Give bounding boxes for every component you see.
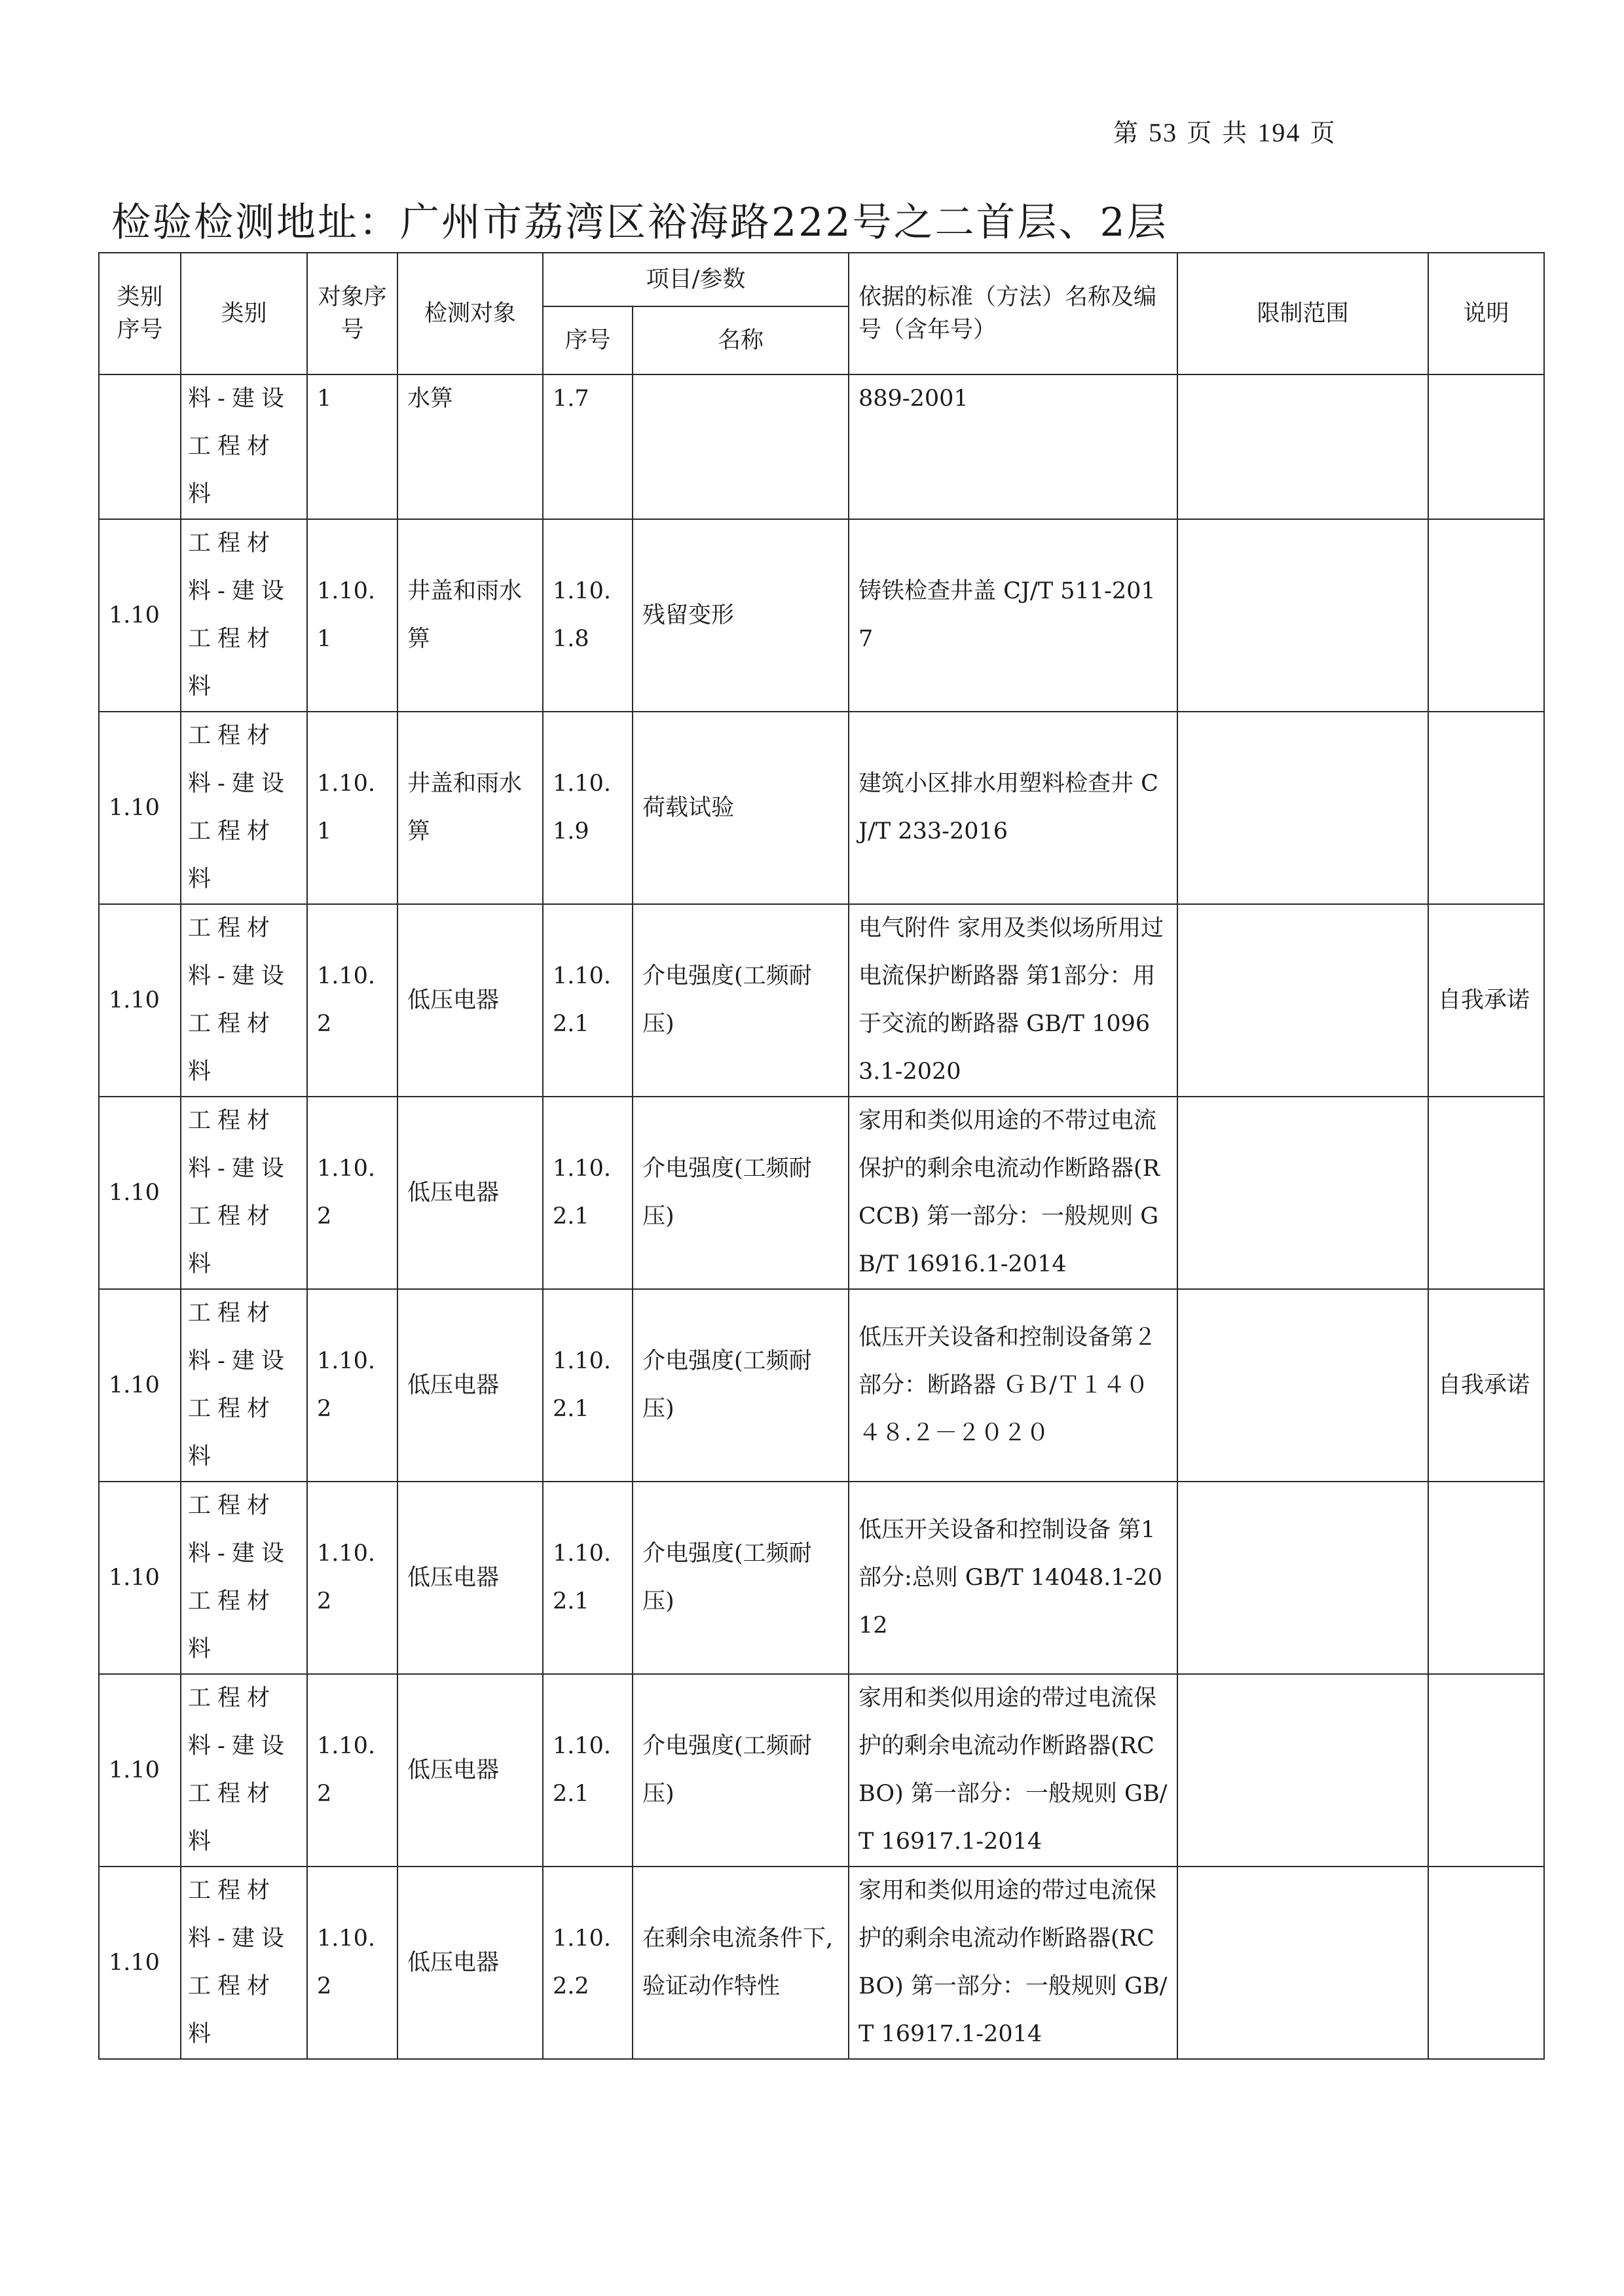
cell-category: 料-建设工程材料: [181, 374, 307, 519]
table-row: [99, 1289, 1544, 1482]
cell-item-name: 荷载试验: [633, 712, 849, 904]
cell-category: 工程材料-建设工程材料: [181, 519, 307, 712]
test-location-address: 检验检测地址：广州市荔湾区裕海路222号之二首层、2层: [111, 200, 1168, 246]
cell-limit: [1177, 712, 1428, 904]
cell-object: 低压电器: [397, 904, 543, 1097]
header-item-param: 项目/参数: [543, 253, 849, 306]
cell-item-name: 介电强度(工频耐压): [633, 1482, 849, 1674]
cell-category-seq: 1.10: [99, 1289, 181, 1482]
cell-standard: 家用和类似用途的带过电流保护的剩余电流动作断路器(RCBO) 第一部分：一般规则 GB/T 16917.1-2014: [849, 1867, 1177, 2059]
page-number: [1113, 113, 1388, 149]
cell-item-name: 残留变形: [633, 519, 849, 712]
cell-item-name: [633, 374, 849, 519]
cell-category: 工程材料-建设工程材料: [181, 1482, 307, 1674]
cell-limit: [1177, 1097, 1428, 1289]
cell-note: [1428, 1482, 1544, 1674]
cell-category: 工程材料-建设工程材料: [181, 1867, 307, 2059]
table-row: [99, 519, 1544, 712]
cell-note: [1428, 519, 1544, 712]
cell-category: 工程材料-建设工程材料: [181, 1674, 307, 1867]
header-category: 类别: [181, 253, 307, 374]
cell-item-seq: 1.10.2.1: [543, 1482, 633, 1674]
cell-note: 自我承诺: [1428, 904, 1544, 1097]
cell-item-name: 介电强度(工频耐压): [633, 1097, 849, 1289]
table-row: [99, 1482, 1544, 1674]
cell-item-seq: 1.10.2.1: [543, 904, 633, 1097]
cell-item-name: 介电强度(工频耐压): [633, 1289, 849, 1482]
cell-category: 工程材料-建设工程材料: [181, 1097, 307, 1289]
cell-object-seq: 1.10.2: [307, 1482, 397, 1674]
cell-category-seq: 1.10: [99, 904, 181, 1097]
table-row: [99, 1097, 1544, 1289]
cell-standard: 家用和类似用途的带过电流保护的剩余电流动作断路器(RCBO) 第一部分：一般规则 GB/T 16917.1-2014: [849, 1674, 1177, 1867]
cell-category: 工程材料-建设工程材料: [181, 904, 307, 1097]
cell-note: [1428, 1097, 1544, 1289]
header-object-seq: 对象序号: [307, 253, 397, 374]
header-object: 检测对象: [397, 253, 543, 374]
cell-standard: 889-2001: [849, 374, 1177, 519]
cell-limit: [1177, 904, 1428, 1097]
cell-object-seq: 1.10.2: [307, 1289, 397, 1482]
cell-category-seq: 1.10: [99, 712, 181, 904]
page-number-suffix: 页: [1310, 118, 1337, 147]
cell-item-seq: 1.10.2.1: [543, 1097, 633, 1289]
cell-category-seq: 1.10: [99, 1867, 181, 2059]
cell-category: 工程材料-建设工程材料: [181, 712, 307, 904]
cell-object-seq: 1.10.2: [307, 1867, 397, 2059]
cell-category: 工程材料-建设工程材料: [181, 1289, 307, 1482]
header-category-seq: 类别序号: [99, 253, 181, 374]
page-number-middle: 页 共: [1187, 118, 1249, 147]
page-number-current: 53: [1149, 118, 1178, 147]
table-row: [99, 374, 1544, 519]
cell-standard: 电气附件 家用及类似场所用过电流保护断路器 第1部分：用于交流的断路器 GB/T 10963.1-2020: [849, 904, 1177, 1097]
header-item-name: 名称: [633, 306, 849, 374]
cell-note: [1428, 1867, 1544, 2059]
cell-object: 低压电器: [397, 1867, 543, 2059]
cell-object-seq: 1.10.2: [307, 904, 397, 1097]
cell-category-seq: 1.10: [99, 1097, 181, 1289]
cell-limit: [1177, 374, 1428, 519]
cell-standard: 铸铁检查井盖 CJ/T 511-2017: [849, 519, 1177, 712]
cell-standard: 建筑小区排水用塑料检查井 CJ/T 233-2016: [849, 712, 1177, 904]
cell-category-seq: 1.10: [99, 519, 181, 712]
cell-standard: 低压开关设备和控制设备第２部分：断路器 ＧＢ/Ｔ１４０４８.２－２０２０: [849, 1289, 1177, 1482]
cell-object-seq: 1: [307, 374, 397, 519]
table-row: [99, 1867, 1544, 2059]
cell-limit: [1177, 1867, 1428, 2059]
cell-category-seq: 1.10: [99, 1482, 181, 1674]
cell-note: [1428, 374, 1544, 519]
cell-item-name: 介电强度(工频耐压): [633, 1674, 849, 1867]
cell-item-seq: 1.7: [543, 374, 633, 519]
cell-object-seq: 1.10.1: [307, 519, 397, 712]
cell-object: 水箅: [397, 374, 543, 519]
table-row: [99, 1674, 1544, 1867]
header-note: 说明: [1428, 253, 1544, 374]
cell-item-seq: 1.10.2.2: [543, 1867, 633, 2059]
cell-standard: 家用和类似用途的不带过电流保护的剩余电流动作断路器(RCCB) 第一部分：一般规则 GB/T 16916.1-2014: [849, 1097, 1177, 1289]
cell-limit: [1177, 1674, 1428, 1867]
cell-limit: [1177, 1289, 1428, 1482]
cell-object-seq: 1.10.2: [307, 1097, 397, 1289]
cell-item-name: 介电强度(工频耐压): [633, 904, 849, 1097]
cell-limit: [1177, 1482, 1428, 1674]
cell-object: 低压电器: [397, 1097, 543, 1289]
cell-object: 低压电器: [397, 1674, 543, 1867]
cell-object-seq: 1.10.2: [307, 1674, 397, 1867]
scope-table: [98, 252, 1545, 2060]
cell-object: 井盖和雨水箅: [397, 519, 543, 712]
cell-note: [1428, 1674, 1544, 1867]
header-row-1: [99, 253, 1544, 306]
cell-item-seq: 1.10.2.1: [543, 1289, 633, 1482]
cell-object-seq: 1.10.1: [307, 712, 397, 904]
cell-item-seq: 1.10.1.9: [543, 712, 633, 904]
cell-note: 自我承诺: [1428, 1289, 1544, 1482]
cell-object: 低压电器: [397, 1289, 543, 1482]
header-limit: 限制范围: [1177, 253, 1428, 374]
cell-object: 井盖和雨水箅: [397, 712, 543, 904]
header-item-seq: 序号: [543, 306, 633, 374]
cell-item-name: 在剩余电流条件下,验证动作特性: [633, 1867, 849, 2059]
cell-limit: [1177, 519, 1428, 712]
cell-note: [1428, 712, 1544, 904]
table-row: [99, 712, 1544, 904]
header-standard: 依据的标准（方法）名称及编号（含年号）: [849, 253, 1177, 374]
cell-item-seq: 1.10.1.8: [543, 519, 633, 712]
page-number-total: 194: [1257, 118, 1301, 147]
table-row: [99, 904, 1544, 1097]
page-number-prefix: 第: [1113, 118, 1140, 147]
cell-category-seq: 1.10: [99, 1674, 181, 1867]
cell-standard: 低压开关设备和控制设备 第1部分:总则 GB/T 14048.1-2012: [849, 1482, 1177, 1674]
cell-category-seq: [99, 374, 181, 519]
cell-object: 低压电器: [397, 1482, 543, 1674]
cell-item-seq: 1.10.2.1: [543, 1674, 633, 1867]
